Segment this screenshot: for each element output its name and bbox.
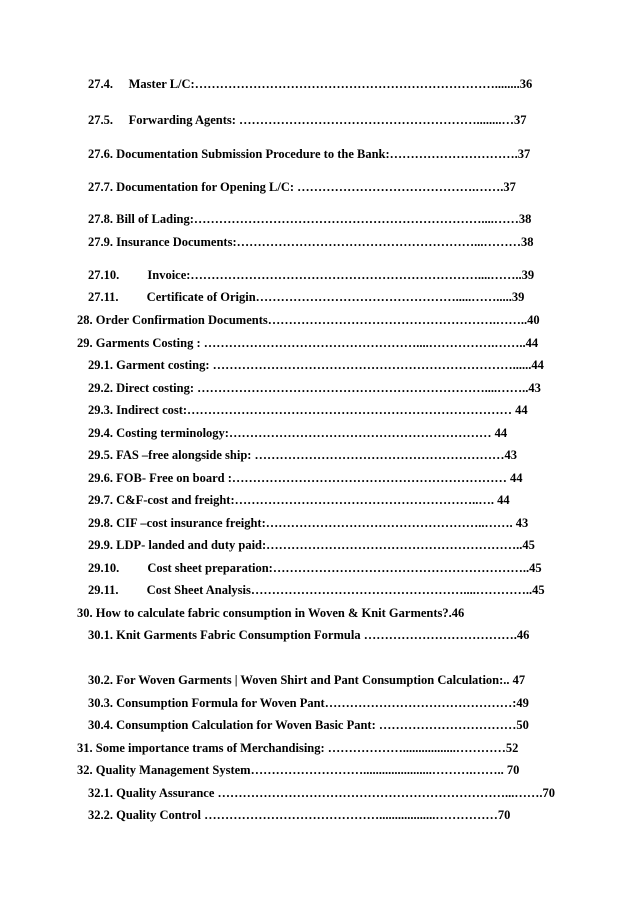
toc-entry-30-2: 30.2. For Woven Garments | Woven Shirt and Pant Consumption Calculation:.. 47 [88,673,526,687]
toc-entry-32: 32. Quality Management System………………………......................……….…….. 70 [77,763,520,777]
toc-entry-27-4: 27.4. Master L/C:………………………………………………………………........36 [88,77,533,91]
toc-entry-29-10: 29.10. Cost sheet preparation:……………………………………………………..45 [88,561,542,575]
toc-entry-29-2: 29.2. Direct costing: ……………………………………………………………....……..43 [88,381,541,395]
toc-entry-27-11: 27.11. Certificate of Origin………………………………………….....…….....39 [88,290,525,304]
toc-entry-29-7: 29.7. C&F-cost and freight:…………………………………………………..…. 44 [88,493,510,507]
toc-entry-30-3: 30.3. Consumption Formula for Woven Pant………………………………………:49 [88,696,529,710]
toc-entry-27-5: 27.5. Forwarding Agents: …………………………………………………........…37 [88,113,527,127]
toc-entry-29-9: 29.9. LDP- landed and duty paid:……………………………………………………..45 [88,538,535,552]
toc-entry-27-10: 27.10. Invoice:……………………………………………………………....……..39 [88,268,535,282]
toc-entry-29: 29. Garments Costing : ……………………………………………....…………….……..44 [77,336,539,350]
toc-entry-29-4: 29.4. Costing terminology:……………………………………………………… 44 [88,426,508,440]
toc-entry-30-4: 30.4. Consumption Calculation for Woven Basic Pant: ……………………………50 [88,718,529,732]
toc-entry-32-1: 32.1. Quality Assurance ……………………………………………………………...…….70 [88,786,556,800]
toc-entry-31: 31. Some importance trams of Merchandising: ……………….................…………52 [77,741,519,755]
toc-entry-29-6: 29.6. FOB- Free on board :………………………………………………………… 44 [88,471,523,485]
toc-entry-30-1: 30.1. Knit Garments Fabric Consumption Formula ……………………………….46 [88,628,530,642]
toc-entry-29-8: 29.8. CIF –cost insurance freight:……………………………………………..……. 43 [88,516,529,530]
toc-entry-27-7: 27.7. Documentation for Opening L/C: …………………………………….…….37 [88,180,516,194]
toc-entry-27-9: 27.9. Insurance Documents:…………………………………………………...………38 [88,235,534,249]
toc-entry-28: 28. Order Confirmation Documents……………………………………………….……..40 [77,313,540,327]
toc-entry-29-11: 29.11. Cost Sheet Analysis……………………………………………....…………..45 [88,583,545,597]
toc-entry-29-5: 29.5. FAS –free alongside ship: ……………………………………………………43 [88,448,518,462]
toc-entry-27-6: 27.6. Documentation Submission Procedure to the Bank:………………………….37 [88,147,531,161]
toc-entry-27-8: 27.8. Bill of Lading:……………………………………………………………....……38 [88,212,532,226]
toc-entry-29-3: 29.3. Indirect cost:…………………………………………………………………… 44 [88,403,528,417]
toc-entry-30: 30. How to calculate fabric consumption in Woven & Knit Garments?.46 [77,606,465,620]
toc-entry-32-2: 32.2. Quality Control ……………………………………..................……………70 [88,808,511,822]
toc-entry-29-1: 29.1. Garment costing: ………………………………………………………………......44 [88,358,544,372]
